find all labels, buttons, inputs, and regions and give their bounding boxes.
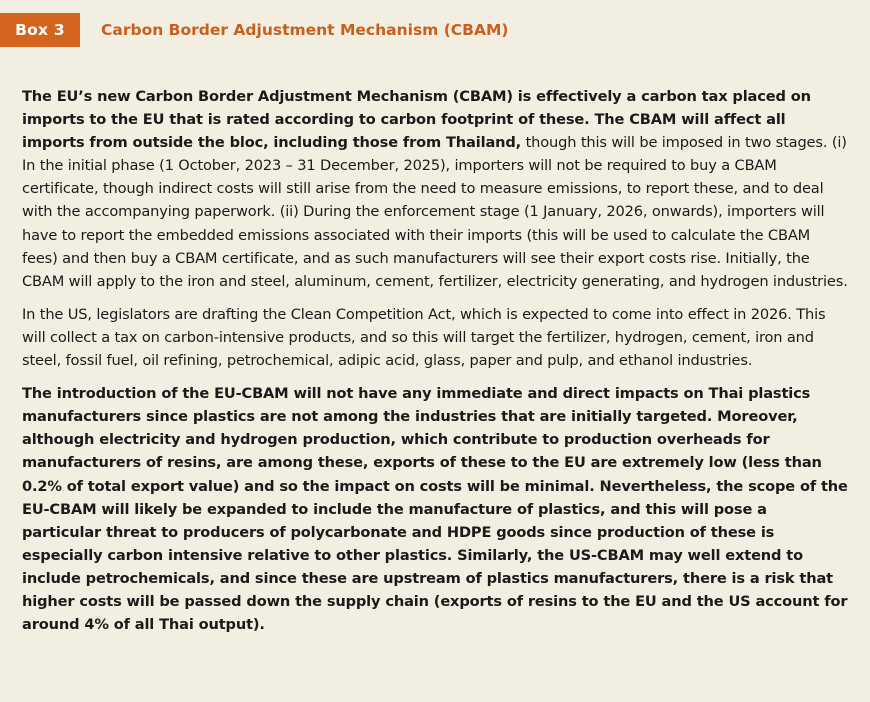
box-body: [22, 85, 850, 646]
box-title: Carbon Border Adjustment Mechanism (CBAM): [101, 21, 509, 39]
paragraph-eu-cbam: [22, 85, 850, 293]
paragraph-eu-cbam-bold: The EU’s new Carbon Border Adjustment Mechanism (CBAM) is effectively a carbon tax placed on imports to the EU that is rated according to carbon footprint of these. The CBAM will affect all imports from outside the bloc, including those from Thailand,: [22, 88, 811, 152]
box-label: Box 3: [0, 13, 80, 47]
paragraph-eu-cbam-regular: though this will be imposed in two stages. (i) In the initial phase (1 October, 2023 – 31 December, 2025), importers will not be required to buy a CBAM certificate, though indirect costs will still arise from the need to measure emissions, to report these, and to deal with the accompanying paperwork. (ii) During the enforcement stage (1 January, 2026, onwards), importers will have to report the embedded emissions associated with their imports (this will be used to calculate the CBAM fees) and then buy a CBAM certificate, and as such manufacturers will see their export costs rise. Initially, the CBAM will apply to the iron and steel, aluminum, cement, fertilizer, electricity generating, and hydrogen industries.: [22, 134, 848, 290]
paragraph-us-clean-competition-act: In the US, legislators are drafting the Clean Competition Act, which is expected to come into effect in 2026. This will collect a tax on carbon-intensive products, and so this will target the fertilizer, hydrogen, cement, iron and steel, fossil fuel, oil refining, petrochemical, adipic acid, glass, paper and pulp, and ethanol industries.: [22, 305, 826, 370]
paragraph-thai-plastics-impact: The introduction of the EU-CBAM will not have any immediate and direct impacts on Thai plastics manufacturers since plastics are not among the industries that are initially targeted. Moreover, although electricity and hydrogen production, which contribute to production overheads for manufacturers of resins, are among these, exports of these to the EU are extremely low (less than 0.2% of total export value) and so the impact on costs will be minimal. Nevertheless, the scope of the EU-CBAM will likely be expanded to include the manufacture of plastics, and this will pose a particular threat to producers of polycarbonate and HDPE goods since production of these is especially carbon intensive relative to other plastics. Similarly, the US-CBAM may well extend to include petrochemicals, and since these are upstream of plastics manufacturers, there is a risk that higher costs will be passed down the supply chain (exports of resins to the EU and the US account for around 4% of all Thai output).: [22, 385, 848, 634]
